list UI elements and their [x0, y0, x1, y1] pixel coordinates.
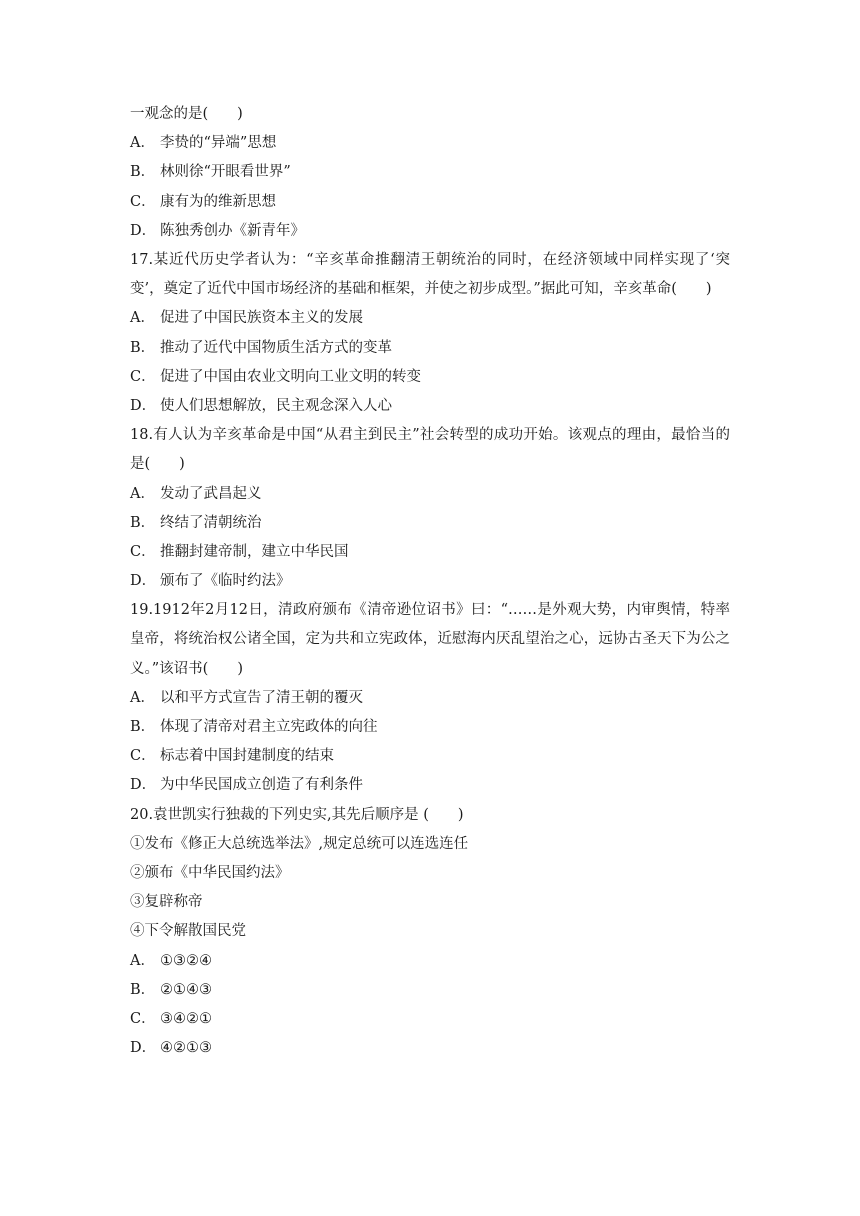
option-a: [130, 480, 730, 509]
option-letter: B．: [130, 164, 156, 181]
option-letter: B．: [130, 719, 156, 736]
sequence-item: ①发布《修正大总统选举法》,规定总统可以连选连任: [130, 835, 469, 852]
option-text: ①③②④: [160, 952, 212, 969]
option-letter: A．: [130, 310, 155, 327]
option-text: 为中华民国成立创造了有利条件: [160, 777, 363, 794]
option-text: 康有为的维新思想: [160, 193, 276, 210]
option-letter: A．: [130, 135, 155, 152]
option-letter: A．: [130, 952, 155, 969]
option-text: 陈独秀创办《新青年》: [160, 222, 305, 239]
option-letter: C．: [130, 1010, 156, 1027]
option-text: ④②①③: [160, 1040, 212, 1057]
option-d: [130, 771, 730, 800]
option-a: [130, 684, 730, 713]
option-letter: D．: [130, 397, 157, 414]
option-c: [130, 363, 730, 392]
option-a: [130, 129, 730, 158]
question-17: [130, 246, 730, 421]
question-stem: 一观念的是( ): [130, 106, 243, 122]
option-text: ③④②①: [160, 1010, 212, 1027]
option-text: 林则徐“开眼看世界”: [160, 164, 291, 181]
option-letter: C．: [130, 368, 156, 385]
document-page: [130, 100, 730, 1063]
option-a: [130, 947, 730, 976]
option-text: 使人们思想解放，民主观念深入人心: [160, 397, 392, 414]
option-letter: A．: [130, 485, 155, 502]
option-text: 促进了中国民族资本主义的发展: [160, 310, 363, 327]
option-text: 发动了武昌起义: [160, 485, 262, 502]
option-text: ②①④③: [160, 981, 212, 998]
option-a: [130, 304, 730, 333]
option-letter: D．: [130, 1040, 157, 1057]
question-20: [130, 801, 730, 1064]
option-text: 标志着中国封建制度的结束: [160, 748, 334, 765]
option-letter: B．: [130, 339, 156, 356]
option-text: 终结了清朝统治: [160, 514, 262, 531]
sequence-item: ④下令解散国民党: [130, 923, 246, 940]
option-b: [130, 509, 730, 538]
option-d: [130, 1034, 730, 1063]
option-letter: C．: [130, 543, 156, 560]
option-text: 推动了近代中国物质生活方式的变革: [160, 339, 392, 356]
option-text: 促进了中国由农业文明向工业文明的转变: [160, 368, 421, 385]
option-c: [130, 742, 730, 771]
question-stem: 20.袁世凯实行独裁的下列史实,其先后顺序是 ( ): [130, 806, 464, 823]
option-c: [130, 1005, 730, 1034]
option-b: [130, 334, 730, 363]
option-letter: B．: [130, 981, 156, 998]
option-letter: C．: [130, 193, 156, 210]
option-text: 以和平方式宣告了清王朝的覆灭: [160, 689, 363, 706]
option-b: [130, 976, 730, 1005]
sequence-item: ③复辟称帝: [130, 894, 203, 911]
option-text: 推翻封建帝制，建立中华民国: [160, 543, 349, 560]
option-letter: A．: [130, 689, 155, 706]
option-c: [130, 188, 730, 217]
question-stem: 17.某近代历史学者认为：“辛亥革命推翻清王朝统治的同时，在经济领域中同样实现了‘突变’，奠定了近代中国市场经济的基础和框架，并使之初步成型。”据此可知，辛亥革命( ): [130, 251, 730, 298]
option-b: [130, 158, 730, 187]
option-d: [130, 392, 730, 421]
option-letter: B．: [130, 514, 156, 531]
option-text: 颁布了《临时约法》: [160, 573, 291, 590]
question-16-continuation: [130, 100, 730, 246]
option-b: [130, 713, 730, 742]
option-d: [130, 217, 730, 246]
question-stem: 18.有人认为辛亥革命是中国“从君主到民主”社会转型的成功开始。该观点的理由，最恰当的是( ): [130, 427, 730, 473]
option-text: 体现了清帝对君主立宪政体的向往: [160, 719, 378, 736]
sequence-item: ②颁布《中华民国约法》: [130, 864, 290, 881]
option-letter: D．: [130, 222, 157, 239]
option-letter: D．: [130, 573, 157, 590]
option-text: 李贽的“异端”思想: [160, 135, 277, 152]
option-letter: D．: [130, 777, 157, 794]
option-c: [130, 538, 730, 567]
option-d: [130, 567, 730, 596]
option-letter: C．: [130, 748, 156, 765]
question-stem: 19.1912年2月12日，清政府颁布《清帝逊位诏书》曰：“……是外观大势，内审舆情，特率皇帝，将统治权公诸全国，定为共和立宪政体，近慰海内厌乱望治之心，远协古圣天下为公之义。”该诏书( ): [130, 602, 730, 677]
question-19: [130, 596, 730, 800]
question-18: [130, 421, 730, 596]
